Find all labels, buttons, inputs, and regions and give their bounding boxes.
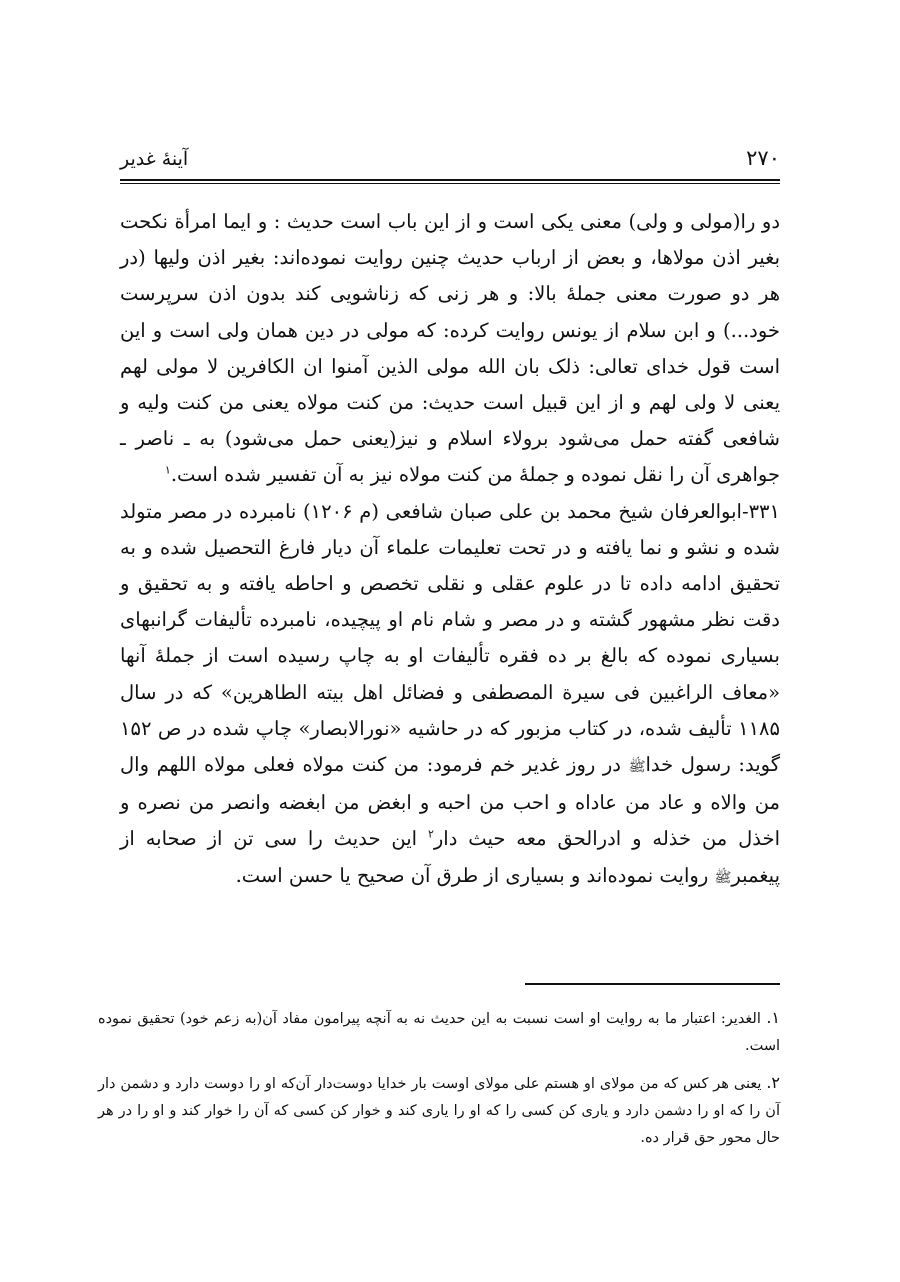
entry-text-part3: این حدیث را سی تن از صحابه از پیغمبر [120,827,780,887]
entry-text-part1: ابوالعرفان شیخ محمد بن علی صبان شافعی (م ۱۲۰۶) نامبرده در مصر متولد شده و نشو و نما یافته و در تحت تعلیمات علماء آن دیار فارغ التحصیل شده و به تحقیق ادامه داده تا در علوم عقلی و نقلی تخصص و احاطه یافته و به تحقیق و دقت نظر مشهور گشته و در مصر و شام نام او پیچیده، نامبرده تألیفات گرانبهای بسیاری نموده که بالغ بر ده فقره تألیفات او به چاپ رسیده است از جملهٔ آنها «معاف الراغبین فی سیرة المصطفی و فضائل اهل بیته الطاهرین» که در سال ۱۱۸۵ تألیف شده، در کتاب مزبور که در حاشیه «نورالابصار» چاپ شده در ص ۱۵۲ گوید: رسول خدا [120,499,780,777]
paragraph-continuation [120,204,780,494]
footnote-separator [525,983,780,985]
paragraph-text: دو را(مولی و ولی) معنی یکی است و از این باب است حدیث : و ایما امرأة نکحت بغیر اذن مولاها، و بعض از ارباب حدیث چنین روایت نموده‌اند: بغیر اذن ولیها (در هر دو صورت معنی جملهٔ بالا: و هر زنی که زناشویی کند بدون اذن سرپرست خود...) و ابن سلام از یونس روایت کرده: که مولی در دین همان ولی است و این است قول خدای تعالی: ذلک بان الله مولی الذین آمنوا ان الکافرین لا مولی لهم یعنی لا ولی لهم و از این قبیل است حدیث: من کنت مولاه یعنی من کنت ولیه و شافعی گفته حمل می‌شود برولاء اسلام و نیز(یعنی حمل می‌شود) به ـ ناصر ـ جواهری آن را نقل نموده و جملهٔ من کنت مولاه نیز به آن تفسیر شده است. [120,210,780,487]
footnote-number: ۲. [766,1073,780,1092]
entry-text-part2: در روز غدیر خم فرمود: من کنت مولاه فعلی مولاه اللهم وال من والاه و عاد من عاداه و احب من احبه و ابغض من ابغضه وانصر من نصره و اخذل من خذله و ادرالحق معه حیث دار [120,753,780,851]
honorific-glyph-2: ﷺ [714,869,732,886]
footnote-text: یعنی هر کس که من مولای او هستم علی مولای اوست بار خدایا دوست‌دار آن‌که او را دوست دارد و دشمن دار آن را که او را دشمن دارد و یاری کن کسی را که او را یاری کند و خوار کن کسی که آن را خوار کند و او را در هر حال محور حق قرار ده. [98,1076,780,1146]
entry-331 [120,494,780,896]
page-number: ۲۷۰ [746,146,780,170]
header-rule-thick [120,179,780,181]
footnote-ref-2: ۲ [427,827,434,841]
footnote-2 [98,1069,780,1152]
entry-text-part4: روایت نموده‌اند و بسیاری از طرق آن صحیح یا حسن است. [235,863,715,887]
body-text [120,204,780,896]
page-header [120,140,780,182]
header-rule-thin [120,183,780,184]
footnote-number: ۱. [766,1008,780,1027]
honorific-glyph: ﷺ [628,759,646,776]
footnote-text: الغدیر: اعتبار ما به روایت او است نسبت به این حدیث نه به آنچه پیرامون مفاد آن(به زعم خود) تحقیق نموده است. [98,1011,780,1054]
footnotes [98,1004,780,1161]
footnote-ref-1: ۱ [164,463,171,477]
footnote-1 [98,1004,780,1060]
running-title: آینهٔ غدیر [120,148,189,170]
entry-number: ۳۳۱- [741,499,780,523]
